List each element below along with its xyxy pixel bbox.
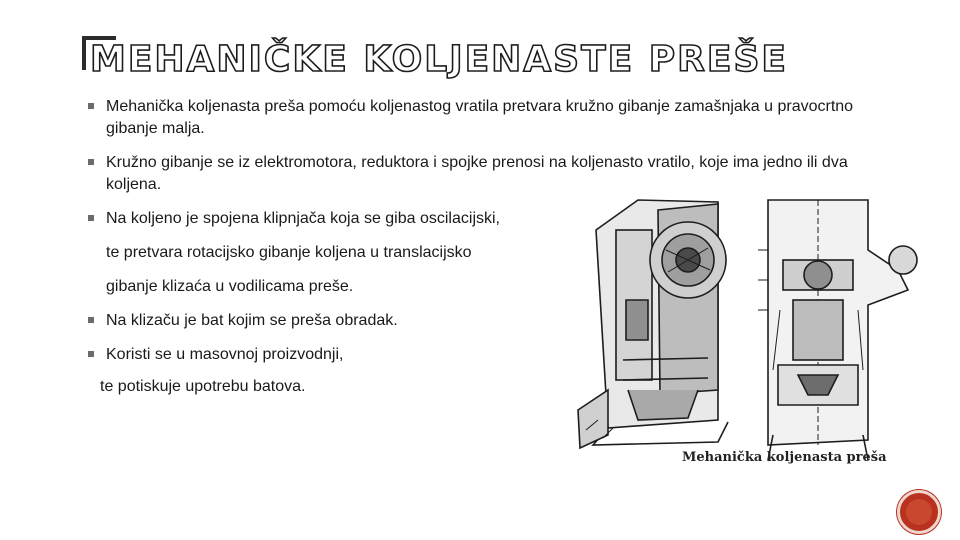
bullet-square-icon <box>88 317 94 323</box>
press-machine-right-drawing <box>758 200 917 460</box>
bullet-square-icon <box>88 351 94 357</box>
figure-caption: Mehanička koljenasta preša <box>682 450 887 465</box>
press-illustration <box>568 190 938 470</box>
continuation-line: te potiskuje upotrebu batova. <box>100 378 306 395</box>
bullet-item <box>88 310 576 332</box>
bullet-text: Kružno gibanje se iz elektromotora, reduktora i spojke prenosi na koljenasto vratilo, koje ima jedno ili dva koljena. <box>106 154 848 193</box>
bullet-item <box>88 344 576 366</box>
bullet-item <box>88 208 576 230</box>
bullet-item <box>88 96 868 140</box>
bullet-square-icon <box>88 103 94 109</box>
press-machine-left-drawing <box>578 200 728 448</box>
bullet-text: Mehanička koljenasta preša pomoću koljenastog vratila pretvara kružno gibanje zamašnjaka u pravocrtno gibanje malja. <box>106 98 854 137</box>
slide-title: MEHANIČKE KOLJENASTE PREŠE <box>90 39 788 80</box>
bullet-text: Na klizaču je bat kojim se preša obradak. <box>106 312 398 329</box>
bullet-text: Na koljeno je spojena klipnjača koja se giba oscilacijski, <box>106 210 500 227</box>
bullet-square-icon <box>88 215 94 221</box>
bullet-square-icon <box>88 159 94 165</box>
continuation-line: gibanje klizaća u vodilicama preše. <box>106 278 354 295</box>
nav-circle-icon <box>906 499 932 525</box>
slide-nav-button[interactable] <box>897 490 941 534</box>
bullet-text: Koristi se u masovnoj proizvodnji, <box>106 346 344 363</box>
continuation-line: te pretvara rotacijsko gibanje koljena u translacijsko <box>106 244 472 261</box>
